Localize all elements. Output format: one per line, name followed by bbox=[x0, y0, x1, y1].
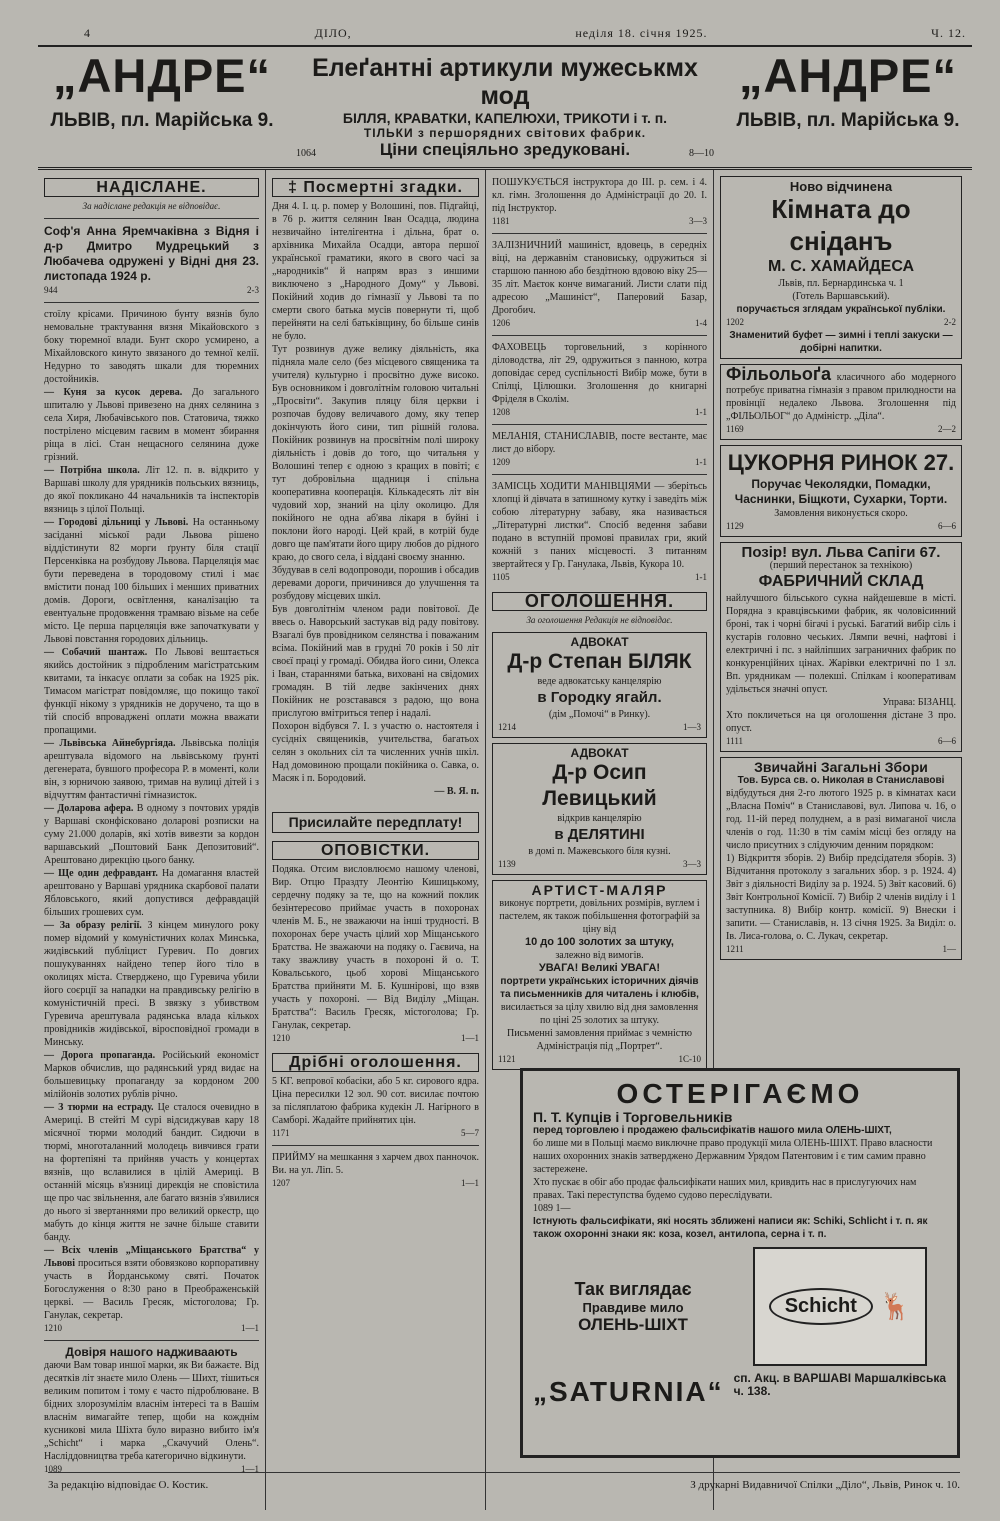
andre-line2: БІЛЛЯ, КРАВАТКИ, КАПЕЛЮХИ, ТРИКОТИ і т. п. bbox=[342, 110, 668, 126]
ad-title: ЦУКОРНЯ РИНОК 27. bbox=[727, 450, 955, 475]
ad-text: виконує портрети, довільних розмірів, вуглем і пастелем, як також побільшення фотографій за ціну від bbox=[499, 898, 700, 935]
ad-code: 1089 1— bbox=[533, 1203, 571, 1214]
notice-paragraph: Подяка. Отсим висловлюємо нашому членові, Вир. Отцю Праздту Леонтію Кишицькому, сердечну подяку за те, що на кожний поклик безінтересово приймає участь в похоронах членів М. Б., не зважаючи на інші трудності. В похоронах бере участь цілий хор Міщанського Братства. Не зважаючи на подяку о. Гаєвича, на таку зважливу участь в похороні й о. Т. Ковальського, цьоб хорові Міщанського Братства прийняти М. Б. Кушнірові, що взяв участь у похороні. — Від Виділу „Міщан. Братства“: Василь Гресяк, містоголова; Гр. Ганулак, секретар. bbox=[272, 864, 479, 1031]
ad-code: 6—6 bbox=[938, 736, 956, 746]
ad-attention: УВАГА! Великі УВАГА! bbox=[538, 962, 661, 974]
issue-date: неділя 18. січня 1925. bbox=[575, 26, 708, 40]
news-item: — Куня за кусок дерева. До загального шпиталю у Львові привезено на днях селянина з села Хиря, Любачівського пов. Статовича, тяжко пострілено місцевим гаєвим в момент збирання ріща в лісі. Стан нещасного селянина дуже грізний. bbox=[44, 387, 260, 463]
ad-code: 1—1 bbox=[461, 1033, 479, 1043]
ad-code: 1-4 bbox=[695, 318, 707, 328]
cross-icon: ‡ bbox=[288, 179, 304, 196]
warning-text: Істнують фальсифікати, які носять зближені написи як: Schiki, Schlicht і т. п. як також охоронні знаки як: коза, козел, антилопа, серна і т. п. bbox=[533, 1216, 928, 1240]
ad-text: (перший перестанок за технікою) bbox=[769, 560, 913, 571]
ad-title: Фільольоґа bbox=[726, 364, 831, 384]
ad-label: АДВОКАТ bbox=[570, 635, 629, 649]
small-ad: МЕЛАНІЯ, СТАНИСЛАВІВ, посте вестанте, має лист до вібору. bbox=[492, 431, 707, 455]
andre-line3: ТІЛЬКИ з першорядних світових фабрик. bbox=[363, 126, 647, 140]
warning-title: ОСТЕРІГАЄМО bbox=[616, 1078, 864, 1109]
warning-to: П. Т. Купців і Торговельників bbox=[533, 1109, 733, 1125]
ad-code: 3—3 bbox=[683, 859, 701, 869]
ad-code: 1105 bbox=[492, 572, 510, 582]
ad-owner: М. С. ХАМАЙДЕСА bbox=[767, 258, 915, 275]
ad-title: Кімната до сніданъ bbox=[771, 194, 911, 256]
ad-text: відбудуться дня 2-го лютого 1925 р. в кімнатах каси „Власна Поміч“ в Станиславові, вул. Липова ч. 16, о год. 11-ій перед полуднем, а в разі вимаганої числа членів о год. 11:30 в тім самім місці без огляду на число присутних з слідуючим денним порядком: bbox=[726, 788, 956, 851]
ad-org: Тов. Бурса св. о. Николая в Станиславові bbox=[737, 775, 945, 786]
page-header bbox=[38, 26, 972, 47]
ad-text: Письменні замовлення приймає з чемністю Адміністрація під „Портрет“. bbox=[506, 1028, 693, 1052]
ad-address: в домі п. Мажевського біля кузні. bbox=[528, 846, 671, 857]
subscribe-box: Присилайте передплату! bbox=[272, 812, 479, 833]
ad-code: 1181 bbox=[492, 216, 510, 226]
ad-code: 1—3 bbox=[683, 722, 701, 732]
ad-title: АРТИСТ-МАЛЯР bbox=[531, 882, 668, 898]
general-meeting-ad bbox=[720, 757, 962, 960]
ad-text: 1) Відкриття зборів. 2) Вибір предсідателя зборів. 3) Відчитання протоколу з загальних збор. з р. 1924. 4) Звіт з діяльності Виділу за р. 1924. 5) Звіт касовий. 6) Звіт Контрольної Комісії. 7) Вибір 2 членів виділу і 1 заступника. 8) Вибір контр. комісії. 9) Внески і запити. — Станиславів, н. 13 січня 1925. За Виділ: о. Ів. Лиса-голова, о. С. Лукач, секретар. bbox=[726, 853, 956, 942]
wedding-notice: Соф'я Анна Яремчаківна з Відня і д-р Дмитро Мудрецький з Любачева одружені у Відні дня 23. листопада 1924 р. bbox=[44, 224, 259, 283]
ad-code: 1208 bbox=[492, 407, 510, 417]
warning-text: бо лише ми в Польщі маємо виключне право продукції мила ОЛЕНЬ-ШІХТ. Право власности наших охоронних знаків затверджено Державним Урядом Патентовим і є тим самим правно застережене. bbox=[533, 1138, 933, 1175]
small-ad: ФАХОВЕЦЬ торговельний, з корінного діловодства, літ 29, одружиться з панною, котра доповідає серед суспільності Вибір може, бути в Спілці, Цілюшки. Зголошення до книгарні Фріделя в Сколім. bbox=[492, 342, 707, 405]
andre-right bbox=[724, 47, 972, 132]
news-item: — Дорога пропаганда. Російський економіст Марков обчислив, що радянський уряд видає на большевицьку пропаганду за кордоном 200 мілійонів золотих рублів річно. bbox=[44, 1050, 259, 1100]
ad-text: поручається зглядам української публіки. bbox=[736, 304, 946, 315]
schicht-ad-text: даючи Вам товар иншої марки, як Ви бажаєте. Від десятків літ знаєте мило Олень — Шихт, тішиться великим попитом і тому є часто підроблюване. В бідних злорозумілім власнім інтересі та в Вашім власнім вимагайте тепер, щоби на кожднім кусникові мила Шіхта було виразно вибито ім'я „Schicht“ і марка „Скачучий Олень“. Насліддовництва треба категорично відкинути. bbox=[44, 1360, 259, 1462]
newspaper-title: ДІЛО, bbox=[314, 26, 352, 40]
andre-center bbox=[286, 47, 724, 159]
warning-company-address: сп. Акц. в ВАРШАВІ Маршалківська ч. 138. bbox=[733, 1371, 947, 1398]
ad-address: Львів, пл. Бернардинська ч. 1 bbox=[778, 278, 904, 289]
lawyer-name: Д-р Степан БІЛЯК bbox=[507, 650, 692, 673]
ad-code: 1129 bbox=[726, 521, 744, 531]
ad-text: портрети українських історичних діячів та письменників для читалень і клюбів, bbox=[500, 976, 699, 1000]
ad-code: 1-1 bbox=[695, 572, 707, 582]
obituary-paragraph: Збудував в селі водопроводи, порошив і обсадив деревами дороги, причинився до улучшення та розбудову місцевих шкіл. bbox=[272, 565, 479, 602]
ad-price: 10 до 100 золотих за штуку, bbox=[524, 936, 674, 948]
lawyer-ad-2 bbox=[492, 743, 707, 875]
warning-brand: ОЛЕНЬ-ШІХТ bbox=[578, 1315, 688, 1334]
andre-line1: Елеґантні артикули мужеськмх мод bbox=[312, 54, 698, 110]
warning-looks: Так виглядає bbox=[574, 1279, 692, 1299]
footer-printer: З друкарні Видавничої Спілки „Діло“, Львів, Ринок ч. 10. bbox=[690, 1479, 960, 1491]
andre-left-address: ЛЬВІВ, пл. Марійська 9. bbox=[50, 109, 274, 131]
ad-title: Звичайні Загальні Збори bbox=[754, 759, 928, 775]
ad-text: залежно від вимогів. bbox=[555, 950, 644, 961]
news-item: — Доларова афера. В одному з почтових урядів у Варшаві сконфісковано доларові розписки на суму 21.000 доларів, які хотів вивезти за кордон варшавський „Поштовий Банк Депозитовий“. Арештовано дирекцію цього банку. bbox=[44, 803, 260, 866]
ad-code: 2-2 bbox=[944, 317, 956, 327]
obituary-signature: — В. Я. п. bbox=[434, 786, 479, 797]
warning-company: „SATURNIA“ bbox=[533, 1376, 724, 1407]
section-note: За оголошення Редакція не відповідає. bbox=[526, 615, 673, 625]
ad-address: (дім „Помочі“ в Ринку). bbox=[548, 709, 651, 720]
section-note: За надіслане редакція не відповідає. bbox=[82, 201, 221, 211]
ad-text: висилається за цілу хвилю від дня замовлення по ціні 25 золотих за штуку. bbox=[500, 1002, 699, 1026]
ad-text: Хто покличеться на ця оголошення дістане 3 про. опуст. bbox=[726, 710, 956, 734]
ad-code: 1— bbox=[942, 944, 956, 954]
ad-code: 5—7 bbox=[461, 1128, 479, 1138]
fabric-store-ad bbox=[720, 542, 962, 752]
ad-city: в ДЕЛЯТИНІ bbox=[554, 826, 645, 843]
obituary-paragraph: Був довголітнім членом ради повітової. Де ввесь о. Наворський застукав від раду повітову. Взагалі був провідником селянства і поважаним всіма. Покійний мав в грудні 70 років і 50 літ своєї праці у громаді. Обидва його сини, Олекса і Іван, стараннями батька, виховані на свідомих громадян. В тій ледве закінчених днях Покійник не розставався з радою, що вона прислугою вмітриться тепер і надалі. bbox=[272, 604, 479, 719]
philologist-ad bbox=[720, 364, 962, 440]
ad-title: Позір! вул. Льва Сапіги 67. bbox=[741, 544, 941, 561]
small-ad: ЗАМІСЦЬ ХОДИТИ МАНІВЦІЯМИ — зберітьсь хлопці й дівчата в затишному кутку і заведіть між собою літературну забаву, яка називається „Літературні листки“. Спосіб ведення забави подано в вступній промові правилах гри, який кожній з паних місцевості. З питанням звертайтеся у Гр. Ганулака, Львів, Кукора 10. bbox=[492, 481, 707, 570]
news-item: — Всіх членів „Міщанського Братства“ у Львові проситься взяти обовязково корпоративну участь в Йорданському святі. Початок Богослуження о 8:30 рано в Преображенській церкві. — Василь Гресяк, містоголова; Гр. Ганулак, секретар. bbox=[44, 1245, 260, 1321]
ad-address: (Готель Варшавський). bbox=[792, 291, 890, 302]
ad-code: 1С-10 bbox=[678, 1054, 701, 1064]
obituary-paragraph: Тут розвинув дуже велику діяльність, яка підняла мале село (без місцевого священика та учителя) культурно і просвітно дуже високо. Був основником і довголітнім головою читальні „Просвіти“. Закупив пляцу біля церкви і розпочав будову величавого дому, яку тепер докінчують його сини, тип рішній голова. Покійник розвинув на просвітнім полі широку діяльність і довів до того, що читальня у Волошині тепер є одною з кращих в повіті; є тут добровільна щадниця і спільна кооперативна кооперація. Кількадесять літ він чудовий хор, знаний на цілу околицю. Для покійного не одна аб'ява лікаря в буйні і поклони його народі. Цей край, в котрій буде довго ще пам'ятати його щиру любов до рідного краю, до свого села, і віддані своєму знанню. bbox=[272, 344, 479, 563]
ad-text: веде адвокатську канцелярію bbox=[537, 676, 662, 687]
news-item: — З тюрми на естраду. Це сталося очевидно в Америці. В стейті М сурі відсиджував кару 18 місячної тюрми молодий бандит. Сидючи в тюрмі, многоталанний молодець вивчився грати на фортепіяні та прийняв участь у концертах вязнів, що вславилися в цілій Америці. В останній місяць в'язниці дирекція не сповістила ще про час звільнення, але багато вязнів з'явилися до нього зі звертаннями про великий оркестр, що мабуть до кінця життя не зачне більше ставити банду. bbox=[44, 1102, 260, 1243]
ad-signature: Управа: БІЗАНЦ. bbox=[882, 697, 956, 708]
soap-box-label: Schicht bbox=[769, 1288, 873, 1325]
ad-city: в Городку ягайл. bbox=[537, 689, 662, 706]
section-heading bbox=[272, 178, 479, 197]
andre-banner-ad bbox=[38, 47, 972, 170]
ad-code: 2-3 bbox=[247, 285, 259, 295]
news-item: — Львівська Айнебургіяда. Львівська поліція арештувала відомого на львівському ґрунті дегенерата, бувшого професора Р. в моменті, коли він, з юрничою заявою, тримав на вулиці дітей і з відчуттям фантастичні гімназисток. bbox=[44, 738, 259, 801]
section-heading: ОПОВІСТКИ. bbox=[272, 841, 479, 860]
warning-text: Хто пускає в обіг або продає фальсифікати наших мил, кривдить нас в прислугуючих нам правах. Такі переступства будемо судово переслідувати. bbox=[533, 1177, 917, 1201]
ad-label: Ново відчинена bbox=[789, 179, 893, 194]
issue-number: Ч. 12. bbox=[931, 26, 966, 40]
andre-right-address: ЛЬВІВ, пл. Марійська 9. bbox=[736, 109, 960, 131]
news-item: — Потрібна школа. Літ 12. п. в. відкрито у Варшаві школу для урядників польських вязниць, до якої покликано 44 начальників та інспекторів вязниць з цілої Польщі. bbox=[44, 465, 259, 515]
obituaries-heading: Посмертні згадки. bbox=[303, 179, 463, 196]
ad-code: 1-1 bbox=[695, 407, 707, 417]
ad-text: відкрив канцелярію bbox=[557, 813, 642, 824]
obituary-paragraph: Дня 4. І. ц. р. помер у Волошині, пов. Підгайці, в 76 р. життя селянин Іван Осадца, людина незвичайно інтелігентна і дільна, брат о. архівника Михайла Осадци, автора першої української граматики, якого в свого часі за „народників“ й напрям враз з иншими виключено з „Народного Дому“ у Львові. Покійний ходив до гімназії у Львові та по смерти свого батька мусів повернути ті, щоб перейняти на селі батьківщину, бо більше синів не було. bbox=[272, 201, 479, 342]
small-ad: ПОШУКУЄТЬСЯ інструктора до ІІІ. р. сем. і 4. кл. гімн. Зголошення до Адміністрації до 20. І. під Інструктор. bbox=[492, 177, 707, 214]
ad-code: 3—3 bbox=[689, 216, 707, 226]
page-footer bbox=[48, 1472, 960, 1491]
andre-line4: Ціни спеціяльно зредуковані. bbox=[379, 140, 631, 159]
soap-box-illustration bbox=[753, 1247, 927, 1366]
artist-ad bbox=[492, 880, 707, 1070]
ad-code: 8—10 bbox=[689, 148, 714, 159]
lawyer-ad-1 bbox=[492, 632, 707, 738]
ad-title: ФАБРИЧНИЙ СКЛАД bbox=[758, 573, 924, 590]
ad-code: 1210 bbox=[44, 1323, 62, 1333]
ad-code: 1139 bbox=[498, 859, 516, 869]
news-paragraph: стоїлу крісами. Причиною бунту вязнів було немовальне трактування вязня Мікайовского з боку тюремної влади. Бунт скоро усмирено, а Міхайловского кинуто звязаного до темної келії. Недурно то заводять шкали для тюремних достойників. bbox=[44, 309, 259, 385]
news-item: — Городові дільниці у Львові. На останньому засіданні міської ради Львова рішено віддістинути 82 морги ґрунту біля стації Персенківка на розбудову Львова. Парцеляція має бути переведена в тородовому стилі і має вмістити понад 100 більших і менших приватних домів. Дороги, освітлення, каналізацію та евентуальне продовження трамваю візьме на себе місто. Це перша парцеляція вже започаткувати у Львові повстання городових дільниць. bbox=[44, 517, 260, 645]
ad-code: 1210 bbox=[272, 1033, 290, 1043]
confectionery-ad bbox=[720, 445, 962, 537]
breakfast-room-ad bbox=[720, 176, 962, 359]
ad-code: 1207 bbox=[272, 1178, 290, 1188]
column-2 bbox=[266, 170, 486, 1510]
news-item: — Ще один дефравдант. На домагання властей арештовано у Варшаві урядника скарбової палати Ябловського, який допустився дефравдацій більших грошевих сум. bbox=[44, 868, 259, 918]
lawyer-name: Д-р Осип Левицький bbox=[542, 761, 657, 810]
small-ad: ЗАЛІЗНИЧНИЙ машиніст, вдовець, в середніх віці, на державнім становиську, одружиться зі старшою панною або бездітною вдовою віку 25—35 літ. Маєток конче вимаганий. Листи слати під адресою „Машиніст“, Паперовий Базар, Дрогобич. bbox=[492, 240, 707, 316]
news-item: — Собачий шантаж. По Львові вештається якийсь достойник з підробленим магістратським квитами, та інкасує оплати за собак на 1925 рік. Тимасом магістрат повідомляє, що покищо такої функції нікому з урядників не доручено, та що в тій спосіб впроваджені оплати можна вважати пропащими. bbox=[44, 647, 259, 736]
ad-label: АДВОКАТ bbox=[570, 746, 629, 760]
ad-code: 944 bbox=[44, 285, 58, 295]
ad-code: 1—1 bbox=[241, 1464, 259, 1474]
ad-code: 1111 bbox=[726, 736, 743, 746]
footer-editor: За редакцію відповідає О. Костик. bbox=[48, 1479, 209, 1491]
ad-code: 1211 bbox=[726, 944, 744, 954]
ad-code: 1206 bbox=[492, 318, 510, 328]
warning-genuine: Правдиве мило bbox=[582, 1300, 684, 1315]
column-1 bbox=[38, 170, 266, 1510]
andre-left-name: „АНДРЕ“ bbox=[52, 49, 272, 102]
small-ad: ПРИЙМУ на мешкання з харчем двох панночок. Ви. на ул. Ліп. 5. bbox=[272, 1152, 479, 1176]
section-heading: НАДІСЛАНЕ. bbox=[44, 178, 259, 197]
ad-code: 1-1 bbox=[695, 457, 707, 467]
ad-text: найлучшого більського сукна найдешевше в місті. Порядна з кравцівськими фабрик, як чоловісинний броні, так і чорні бігачі і руські. Багатий вибір сіль і кустарів головно чеських. Лямпи вечні, нафтові і електричні і пс. з найліпших заграничних фабрик по конкуренційних цінах. Жарівки електричні по 1 зл. Вп. урядникам — полекші. Спілкам і кооперативам удільється значні опуст. bbox=[726, 593, 956, 695]
ad-text: Замовлення виконується скоро. bbox=[774, 508, 908, 519]
ad-code: 1209 bbox=[492, 457, 510, 467]
ad-code: 1089 bbox=[44, 1464, 62, 1474]
schicht-warning-ad bbox=[520, 1068, 960, 1458]
small-ad: 5 КГ. вепрової кобасіки, або 5 кг. сирового ядра. Ціна пересилки 12 зол. 90 сот. висилає почтою за післяплатою фабрика кудекін Л. Нагірного в Самборі. Жадайте прийнятих цін. bbox=[272, 1076, 479, 1126]
ad-code: 2—2 bbox=[938, 424, 956, 434]
section-heading: ОГОЛОШЕННЯ. bbox=[492, 592, 707, 611]
ad-code: 1171 bbox=[272, 1128, 290, 1138]
ad-code: 1—1 bbox=[241, 1323, 259, 1333]
ad-text: Поручає Чеколядки, Помадки, Часнинки, Біщкоти, Сухарки, Торти. bbox=[734, 477, 948, 506]
ad-text: класичного або модерного потребує приватна гімназія з правом прилюдности на провінції недалеко Львова. Зголошення під „ФІЛЬОЛЬОГ“ до Адміністр. „Діла“. bbox=[726, 372, 957, 422]
page-number: 4 bbox=[84, 26, 91, 40]
ad-code: 1121 bbox=[498, 1054, 516, 1064]
andre-right-name: „АНДРЕ“ bbox=[738, 49, 958, 102]
ad-code: 1064 bbox=[296, 148, 316, 159]
ad-code: 1—1 bbox=[461, 1178, 479, 1188]
ad-code: 1169 bbox=[726, 424, 744, 434]
news-item: — За образу релігії. З кінцем минулого року помер відомий у комуністичних колах Минська, жидівський публіцист Гуревич. По довгих пошукуваннях найдено тепер його тіло в околицях міста. Стверджено, що Гуревича убили його соєрції за нападки на правдивську релігію в комуністичній пресі. В звязку з убивством Гуревича арештувала радянська влада кількох провідників жидівської, віросповідної громади в Минську. bbox=[44, 920, 259, 1048]
warning-text: перед торговлею і продажею фальсифікатів нашого мила ОЛЕНЬ-ШІХТ, bbox=[533, 1125, 892, 1136]
ad-text: Знаменитий буфет — зимні і теплі закуски — добірні напитки. bbox=[729, 330, 953, 354]
schicht-ad-title: Довіря нашого надживаають bbox=[65, 1345, 238, 1359]
andre-left bbox=[38, 47, 286, 132]
ad-code: 1214 bbox=[498, 722, 516, 732]
deer-icon: 🦌 bbox=[878, 1292, 912, 1321]
ad-code: 6—6 bbox=[938, 521, 956, 531]
section-heading: Дрібні оголошення. bbox=[272, 1053, 479, 1072]
obituary-paragraph: Похорон відбувся 7. І. з участю о. настоятеля і сусідніх священиків, учительства, багатьох селян з окольних сіл та численних учнів шкіл. Над домовиною прощали покійника о. Савка, о. Масяк і п. Бородовий. bbox=[272, 721, 479, 784]
ad-code: 1202 bbox=[726, 317, 744, 327]
